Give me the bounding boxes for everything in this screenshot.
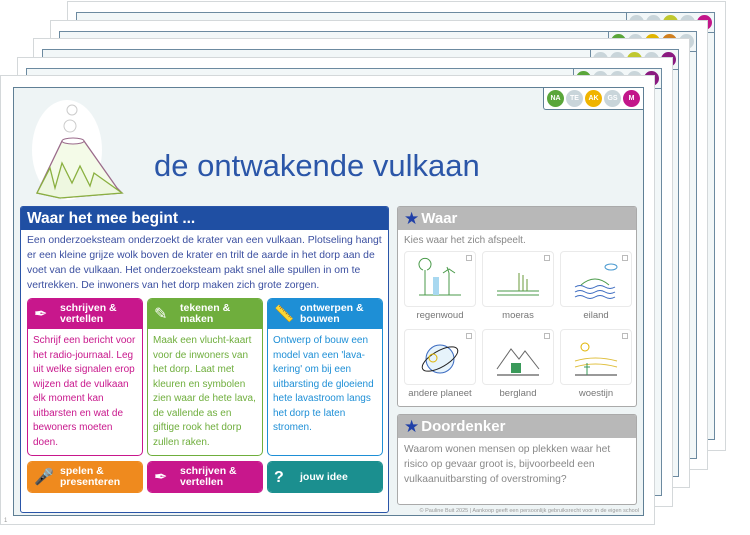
activity-text: Schrijf een bericht voor het radio-journaal. Leg uit welke signalen erop wijzen dat de vulkaan elk moment kan uitbarsten en wat de bewoners moeten doen. bbox=[33, 335, 136, 448]
activity-title: jouw idee bbox=[300, 470, 348, 483]
location-label: moeras bbox=[502, 310, 534, 321]
activity-text: Ontwerp of bouw een model van een 'lava-kering' om bij een uitbarsting de gloeiend hete lavastroom langs het dorp te laten stromen. bbox=[273, 335, 374, 433]
location-option[interactable] bbox=[482, 329, 554, 402]
location-label: regenwoud bbox=[416, 310, 464, 321]
location-label: eiland bbox=[583, 310, 609, 321]
waar-heading bbox=[398, 207, 636, 230]
location-option[interactable] bbox=[404, 251, 476, 324]
begin-panel bbox=[20, 206, 389, 513]
activity-header bbox=[28, 299, 142, 329]
begin-heading: Waar het mee begint ... bbox=[21, 207, 388, 230]
location-illustration-icon bbox=[567, 255, 625, 303]
activity-header bbox=[148, 299, 262, 329]
location-illustration-icon bbox=[489, 255, 547, 303]
copyright-footer: © Pauline Buit 2025 | Aankoop geeft een persoonlijk gebruiksrecht voor in de eigen school bbox=[419, 508, 639, 514]
activity-title: tekenen & maken bbox=[180, 302, 231, 325]
activity-card bbox=[147, 298, 263, 456]
doordenker-panel bbox=[397, 414, 637, 505]
star-icon: ★ bbox=[404, 208, 420, 228]
activity-grid bbox=[21, 296, 388, 493]
doordenker-heading-text: Doordenker bbox=[421, 418, 506, 435]
page-number: 1 bbox=[4, 518, 8, 524]
activity-title: spelen & presenteren bbox=[60, 465, 121, 488]
checkbox-icon[interactable] bbox=[622, 333, 628, 339]
activity-title: schrijven & vertellen bbox=[60, 302, 117, 325]
star-icon: ★ bbox=[404, 416, 420, 436]
subject-tag-m: M bbox=[623, 90, 640, 107]
activity-card bbox=[267, 298, 383, 456]
activity-title: schrijven & vertellen bbox=[180, 465, 237, 488]
waar-heading-text: Waar bbox=[421, 210, 458, 227]
location-label: woestijn bbox=[578, 388, 614, 399]
page-title: de ontwakende vulkaan bbox=[154, 148, 480, 183]
location-image bbox=[404, 329, 476, 385]
subject-tag-ak: AK bbox=[585, 90, 602, 107]
location-illustration-icon bbox=[489, 333, 547, 381]
activity-header bbox=[148, 462, 262, 492]
activity-title: ontwerpen & bouwen bbox=[300, 302, 364, 325]
doordenker-text: Waarom wonen mensen op plekken waar het risico op gevaar groot is, bijvoorbeeld een vulkaanuitbarsting of overstroming? bbox=[404, 444, 611, 485]
subject-tag-na: NA bbox=[547, 90, 564, 107]
location-label: bergland bbox=[499, 388, 537, 399]
activity-card bbox=[27, 461, 143, 493]
waar-instruction: Kies waar het zich afspeelt. bbox=[404, 235, 526, 246]
subject-tag-te: TE bbox=[566, 90, 583, 107]
location-image bbox=[560, 329, 632, 385]
pen-icon: ✒ bbox=[154, 468, 168, 486]
subject-tag-gs: GS bbox=[604, 90, 621, 107]
activity-text: Maak een vlucht-kaart voor de inwoners van het dorp. Laat met kleuren en symbolen zien waar de hete lava, de vallende as en giftige rook het dorp zullen raken. bbox=[153, 335, 256, 448]
pen-icon: ✒ bbox=[34, 305, 48, 323]
location-image bbox=[482, 329, 554, 385]
location-illustration-icon bbox=[411, 333, 469, 381]
location-option[interactable] bbox=[560, 329, 632, 402]
activity-card bbox=[267, 461, 383, 493]
activity-header bbox=[268, 299, 382, 329]
activity-header bbox=[28, 462, 142, 492]
location-option[interactable] bbox=[482, 251, 554, 324]
activity-card bbox=[27, 298, 143, 456]
begin-text: Een onderzoeksteam onderzoekt de krater van een vulkaan. Plotseling hangt er een kleine grijze wolk boven de krater en trilt de aarde in het dorp aan de voet van de vulkaan. Het onderzoeksteam pakt snel alle spullen in om te vertrekken. De inwoners van het dorp maken zich grote zorgen. bbox=[27, 235, 382, 291]
location-illustration-icon bbox=[567, 333, 625, 381]
worksheet-frame bbox=[13, 87, 644, 516]
location-image bbox=[482, 251, 554, 307]
ruler-icon: 📏 bbox=[274, 305, 294, 323]
volcano-icon bbox=[22, 98, 132, 203]
location-image bbox=[560, 251, 632, 307]
subject-tags bbox=[543, 88, 643, 110]
location-label: andere planeet bbox=[408, 388, 472, 399]
checkbox-icon[interactable] bbox=[466, 255, 472, 261]
checkbox-icon[interactable] bbox=[544, 333, 550, 339]
doordenker-heading bbox=[398, 415, 636, 438]
location-option[interactable] bbox=[560, 251, 632, 324]
checkbox-icon[interactable] bbox=[466, 333, 472, 339]
location-illustration-icon bbox=[411, 255, 469, 303]
location-image bbox=[404, 251, 476, 307]
microphone-icon: 🎤 bbox=[34, 468, 54, 486]
worksheet-page bbox=[0, 75, 655, 525]
location-option[interactable] bbox=[404, 329, 476, 402]
activity-card bbox=[147, 461, 263, 493]
checkbox-icon[interactable] bbox=[544, 255, 550, 261]
question-icon: ? bbox=[274, 468, 284, 486]
checkbox-icon[interactable] bbox=[622, 255, 628, 261]
pencil-icon: ✎ bbox=[154, 305, 168, 323]
activity-header bbox=[268, 462, 382, 492]
waar-panel bbox=[397, 206, 637, 407]
